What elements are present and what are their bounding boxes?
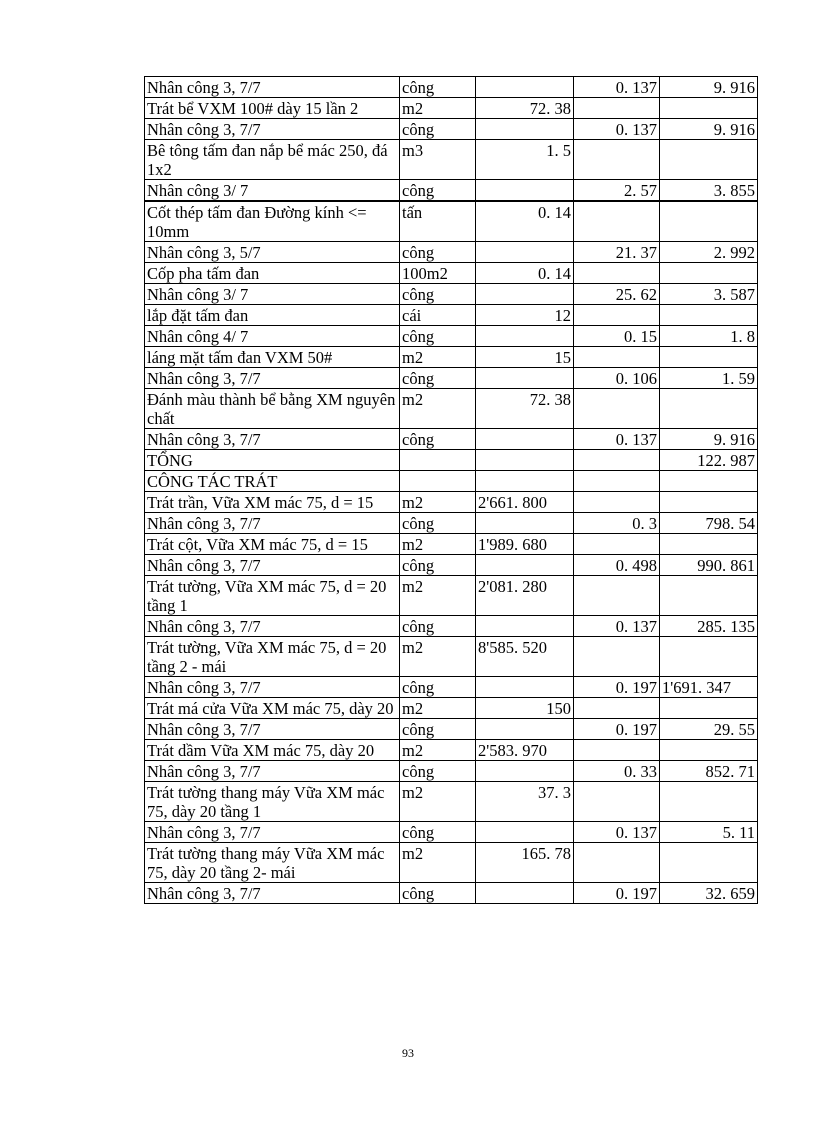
total-cell: 1. 8 <box>660 326 758 347</box>
quantity-cell <box>476 180 574 202</box>
table-row <box>145 513 758 534</box>
unit-cell: công <box>400 555 476 576</box>
description-cell: Nhân công 3, 7/7 <box>145 77 400 98</box>
table-row <box>145 782 758 822</box>
description-cell: láng mặt tấm đan VXM 50# <box>145 347 400 368</box>
norm-cell: 25. 62 <box>574 284 660 305</box>
description-cell: Nhân công 3, 5/7 <box>145 242 400 263</box>
table-row <box>145 637 758 677</box>
norm-cell <box>574 576 660 616</box>
quantity-cell: 0. 14 <box>476 263 574 284</box>
total-cell: 122. 987 <box>660 450 758 471</box>
quantity-cell <box>476 450 574 471</box>
total-cell <box>660 305 758 326</box>
total-cell <box>660 782 758 822</box>
total-cell: 3. 587 <box>660 284 758 305</box>
unit-cell: m2 <box>400 389 476 429</box>
unit-cell: công <box>400 326 476 347</box>
total-cell <box>660 201 758 242</box>
table-row <box>145 719 758 740</box>
description-cell: Trát dầm Vữa XM mác 75, dày 20 <box>145 740 400 761</box>
description-cell: Nhân công 3, 7/7 <box>145 555 400 576</box>
quantity-cell: 37. 3 <box>476 782 574 822</box>
total-cell <box>660 389 758 429</box>
norm-cell: 0. 3 <box>574 513 660 534</box>
description-cell: Nhân công 3, 7/7 <box>145 513 400 534</box>
description-cell: Cốt thép tấm đan Đường kính <= 10mm <box>145 201 400 242</box>
norm-cell <box>574 305 660 326</box>
unit-cell: m2 <box>400 534 476 555</box>
unit-cell: m2 <box>400 740 476 761</box>
unit-cell: công <box>400 429 476 450</box>
norm-cell: 0. 137 <box>574 429 660 450</box>
quantity-cell: 150 <box>476 698 574 719</box>
description-cell: Nhân công 3, 7/7 <box>145 119 400 140</box>
description-cell: Nhân công 3, 7/7 <box>145 616 400 637</box>
description-cell: Trát tường thang máy Vữa XM mác 75, dày 20 tầng 1 <box>145 782 400 822</box>
quantity-cell: 165. 78 <box>476 843 574 883</box>
quantity-cell: 72. 38 <box>476 98 574 119</box>
table-row <box>145 119 758 140</box>
norm-cell: 0. 33 <box>574 761 660 782</box>
total-cell: 798. 54 <box>660 513 758 534</box>
norm-cell <box>574 140 660 180</box>
total-cell: 3. 855 <box>660 180 758 202</box>
quantity-cell <box>476 429 574 450</box>
table-row <box>145 347 758 368</box>
total-cell <box>660 263 758 284</box>
norm-cell <box>574 782 660 822</box>
table-row <box>145 98 758 119</box>
table-row <box>145 677 758 698</box>
unit-cell: công <box>400 368 476 389</box>
quantity-cell <box>476 883 574 904</box>
unit-cell: tấn <box>400 201 476 242</box>
table-body <box>145 77 758 904</box>
quantity-cell: 0. 14 <box>476 201 574 242</box>
norm-cell: 0. 197 <box>574 677 660 698</box>
quantity-cell: 2'583. 970 <box>476 740 574 761</box>
unit-cell: công <box>400 761 476 782</box>
table-row <box>145 616 758 637</box>
table-row <box>145 389 758 429</box>
unit-cell: m2 <box>400 843 476 883</box>
unit-cell: m3 <box>400 140 476 180</box>
description-cell: Trát tường, Vữa XM mác 75, d = 20 tầng 1 <box>145 576 400 616</box>
total-cell: 29. 55 <box>660 719 758 740</box>
quantity-cell <box>476 471 574 492</box>
total-cell: 2. 992 <box>660 242 758 263</box>
quantity-cell <box>476 616 574 637</box>
quantity-cell <box>476 719 574 740</box>
unit-cell: công <box>400 719 476 740</box>
norm-cell <box>574 201 660 242</box>
cost-estimate-table <box>144 76 758 904</box>
description-cell: Nhân công 3, 7/7 <box>145 719 400 740</box>
norm-cell <box>574 471 660 492</box>
total-cell <box>660 471 758 492</box>
total-cell <box>660 534 758 555</box>
table-row <box>145 883 758 904</box>
unit-cell: công <box>400 677 476 698</box>
table-row <box>145 284 758 305</box>
norm-cell <box>574 389 660 429</box>
total-cell: 852. 71 <box>660 761 758 782</box>
description-cell: Trát trần, Vữa XM mác 75, d = 15 <box>145 492 400 513</box>
table-row <box>145 492 758 513</box>
total-cell <box>660 843 758 883</box>
description-cell: Nhân công 3, 7/7 <box>145 677 400 698</box>
norm-cell: 0. 106 <box>574 368 660 389</box>
table-row <box>145 534 758 555</box>
norm-cell <box>574 98 660 119</box>
total-cell: 990. 861 <box>660 555 758 576</box>
table-row <box>145 180 758 202</box>
norm-cell: 2. 57 <box>574 180 660 202</box>
norm-cell: 0. 137 <box>574 119 660 140</box>
description-cell: Trát má cửa Vữa XM mác 75, dày 20 <box>145 698 400 719</box>
table-row <box>145 740 758 761</box>
table-row <box>145 555 758 576</box>
unit-cell <box>400 450 476 471</box>
description-cell: Trát bể VXM 100# dày 15 lần 2 <box>145 98 400 119</box>
table-row <box>145 843 758 883</box>
quantity-cell <box>476 761 574 782</box>
norm-cell <box>574 263 660 284</box>
norm-cell: 0. 137 <box>574 822 660 843</box>
unit-cell <box>400 471 476 492</box>
norm-cell: 0. 197 <box>574 719 660 740</box>
quantity-cell: 15 <box>476 347 574 368</box>
description-cell: Nhân công 3, 7/7 <box>145 883 400 904</box>
quantity-cell <box>476 677 574 698</box>
norm-cell: 0. 498 <box>574 555 660 576</box>
quantity-cell <box>476 77 574 98</box>
total-cell <box>660 347 758 368</box>
quantity-cell: 1. 5 <box>476 140 574 180</box>
description-cell: Trát cột, Vữa XM mác 75, d = 15 <box>145 534 400 555</box>
table-row <box>145 326 758 347</box>
unit-cell: công <box>400 822 476 843</box>
quantity-cell: 12 <box>476 305 574 326</box>
norm-cell: 0. 15 <box>574 326 660 347</box>
total-cell <box>660 576 758 616</box>
table-row <box>145 140 758 180</box>
table-row <box>145 450 758 471</box>
norm-cell <box>574 740 660 761</box>
description-cell: Nhân công 3, 7/7 <box>145 368 400 389</box>
quantity-cell <box>476 822 574 843</box>
unit-cell: m2 <box>400 637 476 677</box>
description-cell: Nhân công 3/ 7 <box>145 284 400 305</box>
total-cell <box>660 140 758 180</box>
total-cell: 1. 59 <box>660 368 758 389</box>
total-cell <box>660 698 758 719</box>
quantity-cell: 8'585. 520 <box>476 637 574 677</box>
total-cell: 32. 659 <box>660 883 758 904</box>
unit-cell: công <box>400 616 476 637</box>
unit-cell: công <box>400 513 476 534</box>
description-cell: lắp đặt tấm đan <box>145 305 400 326</box>
unit-cell: 100m2 <box>400 263 476 284</box>
norm-cell: 21. 37 <box>574 242 660 263</box>
unit-cell: công <box>400 883 476 904</box>
description-cell: Cốp pha tấm đan <box>145 263 400 284</box>
description-cell: CÔNG TÁC TRÁT <box>145 471 400 492</box>
table-row <box>145 471 758 492</box>
unit-cell: m2 <box>400 576 476 616</box>
description-cell: TỔNG <box>145 450 400 471</box>
total-cell <box>660 98 758 119</box>
unit-cell: m2 <box>400 782 476 822</box>
quantity-cell: 1'989. 680 <box>476 534 574 555</box>
unit-cell: công <box>400 180 476 202</box>
table-row <box>145 368 758 389</box>
quantity-cell <box>476 555 574 576</box>
table-row <box>145 698 758 719</box>
table-row <box>145 77 758 98</box>
total-cell <box>660 637 758 677</box>
norm-cell <box>574 450 660 471</box>
table-row <box>145 242 758 263</box>
norm-cell <box>574 698 660 719</box>
norm-cell <box>574 492 660 513</box>
description-cell: Nhân công 3/ 7 <box>145 180 400 202</box>
quantity-cell <box>476 119 574 140</box>
table-row <box>145 761 758 782</box>
total-cell: 5. 11 <box>660 822 758 843</box>
table-row <box>145 305 758 326</box>
norm-cell: 0. 137 <box>574 77 660 98</box>
table-row <box>145 429 758 450</box>
table-row <box>145 576 758 616</box>
norm-cell <box>574 843 660 883</box>
total-cell: 285. 135 <box>660 616 758 637</box>
total-cell: 9. 916 <box>660 119 758 140</box>
quantity-cell <box>476 284 574 305</box>
page-number: 93 <box>402 1046 414 1060</box>
quantity-cell <box>476 513 574 534</box>
description-cell: Nhân công 3, 7/7 <box>145 822 400 843</box>
total-cell: 9. 916 <box>660 429 758 450</box>
norm-cell <box>574 534 660 555</box>
quantity-cell: 2'661. 800 <box>476 492 574 513</box>
norm-cell: 0. 137 <box>574 616 660 637</box>
unit-cell: công <box>400 77 476 98</box>
unit-cell: công <box>400 242 476 263</box>
description-cell: Nhân công 4/ 7 <box>145 326 400 347</box>
quantity-cell: 72. 38 <box>476 389 574 429</box>
unit-cell: m2 <box>400 98 476 119</box>
quantity-cell <box>476 242 574 263</box>
unit-cell: cái <box>400 305 476 326</box>
unit-cell: m2 <box>400 492 476 513</box>
description-cell: Trát tường thang máy Vữa XM mác 75, dày 20 tầng 2- mái <box>145 843 400 883</box>
norm-cell <box>574 347 660 368</box>
quantity-cell: 2'081. 280 <box>476 576 574 616</box>
norm-cell <box>574 637 660 677</box>
total-cell: 9. 916 <box>660 77 758 98</box>
norm-cell: 0. 197 <box>574 883 660 904</box>
description-cell: Đánh màu thành bể bằng XM nguyên chất <box>145 389 400 429</box>
description-cell: Bê tông tấm đan nắp bể mác 250, đá 1x2 <box>145 140 400 180</box>
description-cell: Trát tường, Vữa XM mác 75, d = 20 tầng 2 - mái <box>145 637 400 677</box>
table-row <box>145 822 758 843</box>
description-cell: Nhân công 3, 7/7 <box>145 429 400 450</box>
table-row <box>145 201 758 242</box>
unit-cell: m2 <box>400 347 476 368</box>
total-cell <box>660 740 758 761</box>
quantity-cell <box>476 368 574 389</box>
quantity-cell <box>476 326 574 347</box>
description-cell: Nhân công 3, 7/7 <box>145 761 400 782</box>
total-cell: 1'691. 347 <box>660 677 758 698</box>
unit-cell: m2 <box>400 698 476 719</box>
unit-cell: công <box>400 284 476 305</box>
total-cell <box>660 492 758 513</box>
table-row <box>145 263 758 284</box>
unit-cell: công <box>400 119 476 140</box>
